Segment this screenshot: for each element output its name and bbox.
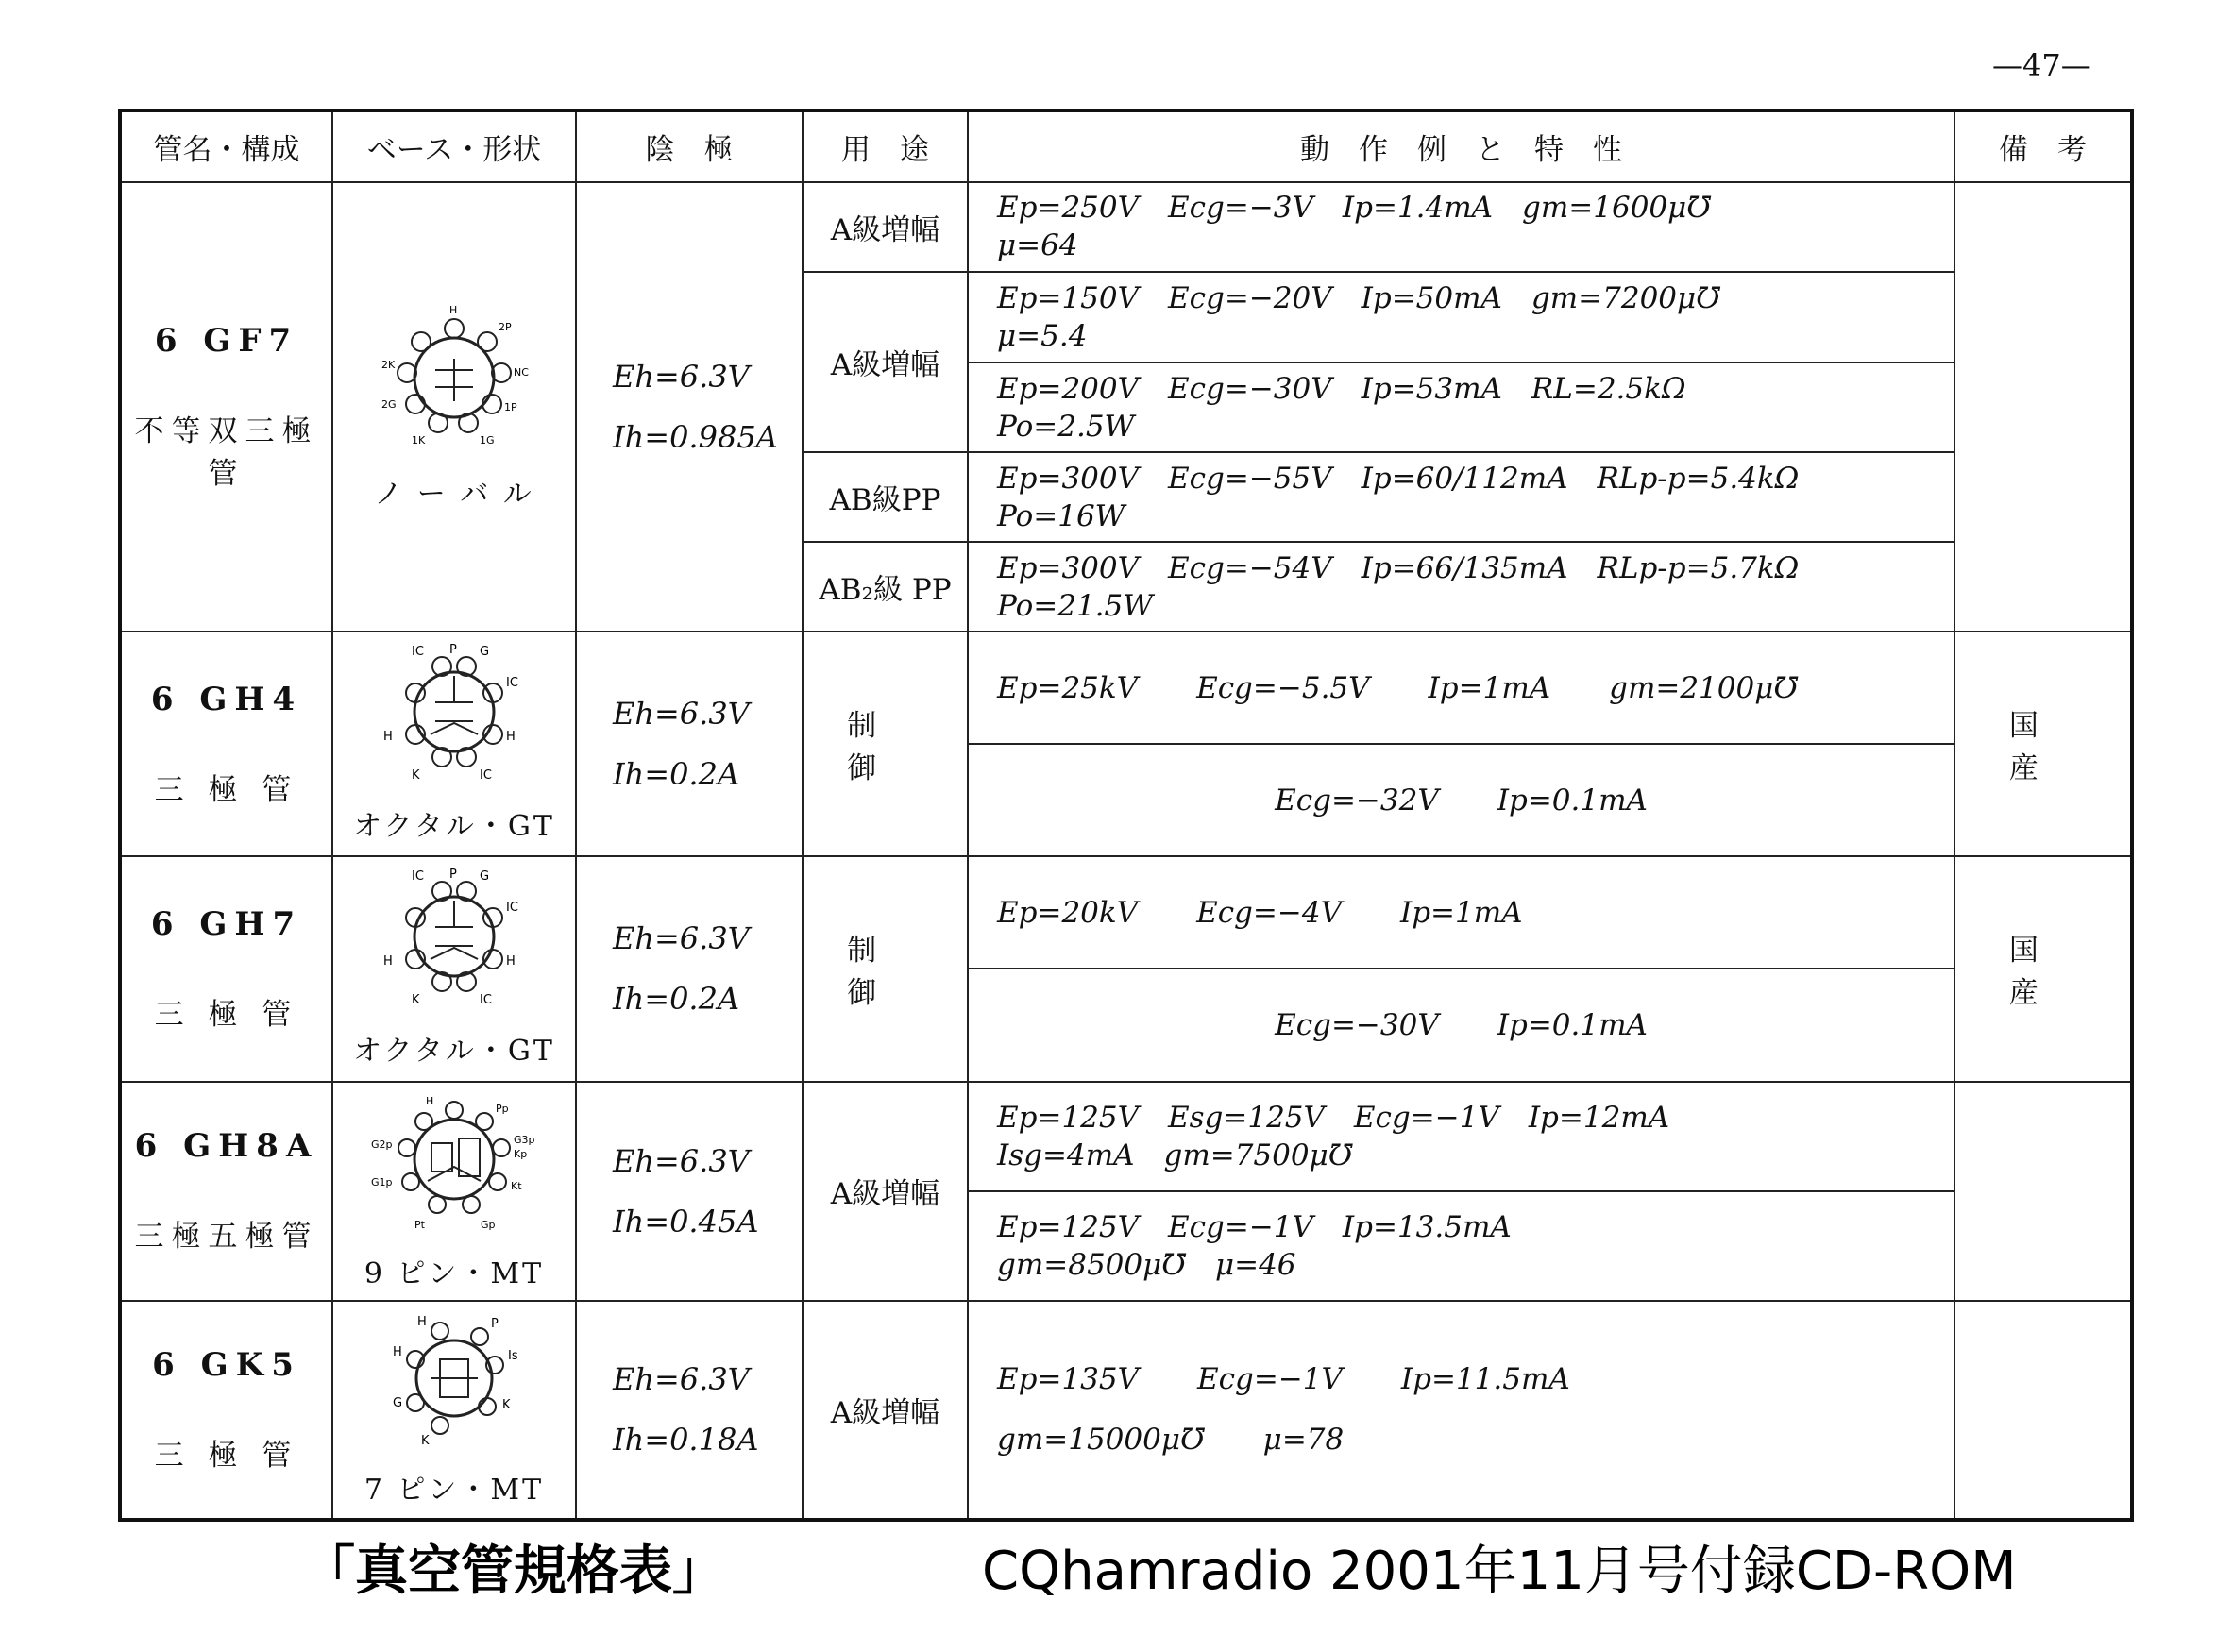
op-line: μ=5.4 (997, 319, 1088, 354)
tube-class: 三 極 管 (154, 997, 299, 1032)
pin-label: 1P (504, 400, 517, 413)
tube-base-cell (332, 1301, 576, 1520)
pin-label: G (393, 1395, 403, 1410)
operation-cell (968, 1301, 1954, 1520)
op-line: Ep=250V Ecg=−3V Ip=1.4mA gm=1600μ℧ (997, 191, 1712, 226)
operation-cell (968, 744, 1954, 856)
op-line: gm=15000μ℧ μ=78 (997, 1423, 1345, 1458)
use-cell: AB級PP (803, 452, 968, 542)
tube-spec-table (118, 109, 2144, 1522)
cathode-cell (576, 1082, 803, 1301)
op-line: Ep=150V Ecg=−20V Ip=50mA gm=7200μ℧ (997, 281, 1720, 316)
pin-label: 1K (412, 433, 426, 447)
op-line: Ep=20kV Ecg=−4V Ip=1mA (997, 895, 1523, 930)
tube-name-cell (120, 1301, 332, 1520)
use-cell: A級増幅 (803, 272, 968, 453)
note-cell: 国 産 (1954, 856, 2132, 1081)
note-cell (1954, 182, 2132, 632)
note-cell (1954, 1082, 2132, 1301)
pinout-diagram (374, 302, 534, 453)
tube-base-cell (332, 856, 576, 1081)
header-cathode: 陰 極 (576, 110, 803, 182)
op-line: Ep=200V Ecg=−30V Ip=53mA RL=2.5kΩ (997, 371, 1686, 406)
tube-base-cell (332, 1082, 576, 1301)
op-line: Ep=25kV Ecg=−5.5V Ip=1mA gm=2100μ℧ (997, 670, 1799, 705)
pin-label: H (393, 1344, 402, 1359)
header-use: 用 途 (803, 110, 968, 182)
use-cell: AB₂級 PP (803, 542, 968, 632)
tube-number: 6 GH4 (150, 680, 303, 718)
pin-label: G2p (371, 1138, 393, 1151)
pin-label: K (412, 993, 420, 1008)
use-cell: A級増幅 (803, 1301, 968, 1520)
use-cell (803, 632, 1000, 856)
pinout-diagram (374, 868, 534, 1010)
cathode-cell (576, 1301, 803, 1520)
op-line: gm=8500μ℧ μ=46 (997, 1247, 1296, 1282)
heater-current: Ih=0.985A (613, 418, 778, 455)
pin-label: K (502, 1397, 511, 1412)
pin-label: H (449, 303, 458, 316)
op-line: Isg=4mA gm=7500μ℧ (997, 1138, 1353, 1172)
op-line: Ep=135V Ecg=−1V Ip=11.5mA (997, 1362, 1570, 1397)
operation-cell (968, 632, 1954, 744)
pin-label: H (417, 1314, 427, 1329)
cathode-cell (576, 632, 803, 856)
tube-base-cell (332, 182, 576, 632)
tube-name-cell (120, 182, 332, 632)
op-line: Ep=300V Ecg=−54V Ip=66/135mA RLp-p=5.7kΩ (997, 550, 1800, 585)
note-cell: 国 産 (1954, 632, 2132, 856)
pin-label: H (383, 730, 393, 745)
tube-number: 6 GH8A (134, 1127, 319, 1166)
op-line: Po=21.5W (997, 588, 1154, 623)
tube-base-cell (332, 632, 576, 856)
tube-class: 不等双三極管 (134, 413, 319, 491)
pin-label: K (421, 1433, 430, 1448)
pin-label: IC (506, 676, 518, 691)
operation-cell (968, 1082, 1954, 1191)
pin-label: 2K (381, 358, 396, 371)
op-line: Po=2.5W (997, 409, 1135, 444)
use-cell: A級増幅 (803, 1082, 968, 1301)
tube-number: 6 GF7 (154, 321, 299, 360)
operation-cell (968, 272, 1954, 363)
heater-current: Ih=0.18A (613, 1422, 759, 1458)
op-line: Po=16W (997, 498, 1125, 533)
use-label: 制 御 (847, 934, 1000, 1011)
pin-label: P (449, 644, 457, 658)
operation-cell (968, 182, 1954, 272)
heater-voltage: Eh=6.3V (613, 1142, 750, 1179)
op-line: Ecg=−30V Ip=0.1mA (1275, 1007, 1648, 1042)
operation-cell (968, 969, 1954, 1081)
pin-label: IC (480, 993, 492, 1008)
header-row (120, 110, 2132, 182)
table-row (120, 632, 2132, 744)
pin-label: IC (412, 645, 424, 660)
tube-class: 三 極 管 (154, 1438, 299, 1473)
pin-label: G (480, 869, 490, 885)
pin-label: P (491, 1316, 499, 1331)
tube-class: 三 極 管 (154, 772, 299, 807)
base-type: 7 ピン・MT (364, 1473, 545, 1507)
op-line: Ep=125V Ecg=−1V Ip=13.5mA (997, 1209, 1512, 1244)
header-note: 備 考 (1954, 110, 2132, 182)
tube-name-cell (120, 856, 332, 1081)
tube-number: 6 GH7 (150, 904, 303, 943)
table-row (120, 856, 2132, 969)
operation-cell (968, 452, 1954, 542)
pin-label: NC (514, 365, 529, 379)
heater-voltage: Eh=6.3V (613, 696, 750, 733)
pin-label: H (506, 954, 516, 969)
base-type: ノ ー バ ル (374, 477, 534, 511)
note-cell (1954, 1301, 2132, 1520)
table-row (120, 182, 2132, 272)
pin-label: G3p (514, 1133, 535, 1146)
table-row (120, 1301, 2132, 1520)
operation-cell (968, 856, 1954, 969)
operation-cell (968, 1191, 1954, 1301)
tube-number: 6 GK5 (152, 1345, 301, 1384)
operation-cell (968, 542, 1954, 632)
pin-label: 2P (499, 320, 512, 333)
heater-current: Ih=0.45A (613, 1203, 759, 1239)
base-type: オクタル・GT (353, 1035, 555, 1069)
op-line: Ep=300V Ecg=−55V Ip=60/112mA RLp-p=5.4kΩ (997, 461, 1800, 496)
pin-label: K (412, 768, 420, 784)
cathode-cell (576, 182, 803, 632)
tube-name-cell (120, 632, 332, 856)
pin-label: H (383, 954, 393, 969)
footer-source: CQhamradio 2001年11月号付録CD-ROM (982, 1541, 2017, 1602)
pin-label: Kp (514, 1147, 528, 1160)
heater-voltage: Eh=6.3V (613, 920, 750, 957)
pinout-diagram (369, 1091, 539, 1233)
use-label: 制 御 (847, 709, 1000, 786)
tube-class: 三極五極管 (134, 1220, 319, 1255)
pinout-diagram (374, 1312, 534, 1449)
pin-label: 1G (480, 433, 495, 447)
pin-label: H (506, 730, 516, 745)
pin-label: P (449, 868, 457, 883)
pin-label: G (480, 645, 490, 660)
heater-voltage: Eh=6.3V (613, 358, 750, 395)
header-base: ベース・形状 (332, 110, 576, 182)
pinout-diagram (374, 644, 534, 785)
op-line: μ=64 (997, 228, 1078, 263)
heater-current: Ih=0.2A (613, 756, 740, 793)
operation-cell (968, 362, 1954, 452)
use-cell: A級増幅 (803, 182, 968, 272)
base-type: オクタル・GT (353, 810, 555, 844)
tube-name-cell (120, 1082, 332, 1301)
pin-label: IC (412, 869, 424, 885)
header-name: 管名・構成 (120, 110, 332, 182)
header-ops: 動 作 例 と 特 性 (968, 110, 1954, 182)
use-cell (803, 856, 1000, 1081)
page-number: —47— (1992, 47, 2091, 83)
pin-label: IC (480, 768, 492, 784)
pin-label: 2G (381, 397, 397, 411)
pin-label: Pt (414, 1218, 425, 1231)
pin-label: IC (506, 901, 518, 916)
base-type: 9 ピン・MT (364, 1256, 545, 1290)
table-row (120, 1082, 2132, 1191)
pin-label: H (426, 1094, 434, 1107)
op-line: Ecg=−32V Ip=0.1mA (1275, 783, 1648, 818)
pin-label: Pp (496, 1102, 509, 1115)
pin-label: G1p (371, 1175, 393, 1188)
heater-current: Ih=0.2A (613, 981, 740, 1018)
pin-label: Kt (511, 1179, 522, 1192)
op-line: Ep=125V Esg=125V Ecg=−1V Ip=12mA (997, 1100, 1670, 1135)
heater-voltage: Eh=6.3V (613, 1361, 750, 1398)
cathode-cell (576, 856, 803, 1081)
footer-title: 「真空管規格表」 (302, 1541, 725, 1602)
pin-label: Is (508, 1348, 518, 1363)
pin-label: Gp (481, 1218, 496, 1231)
